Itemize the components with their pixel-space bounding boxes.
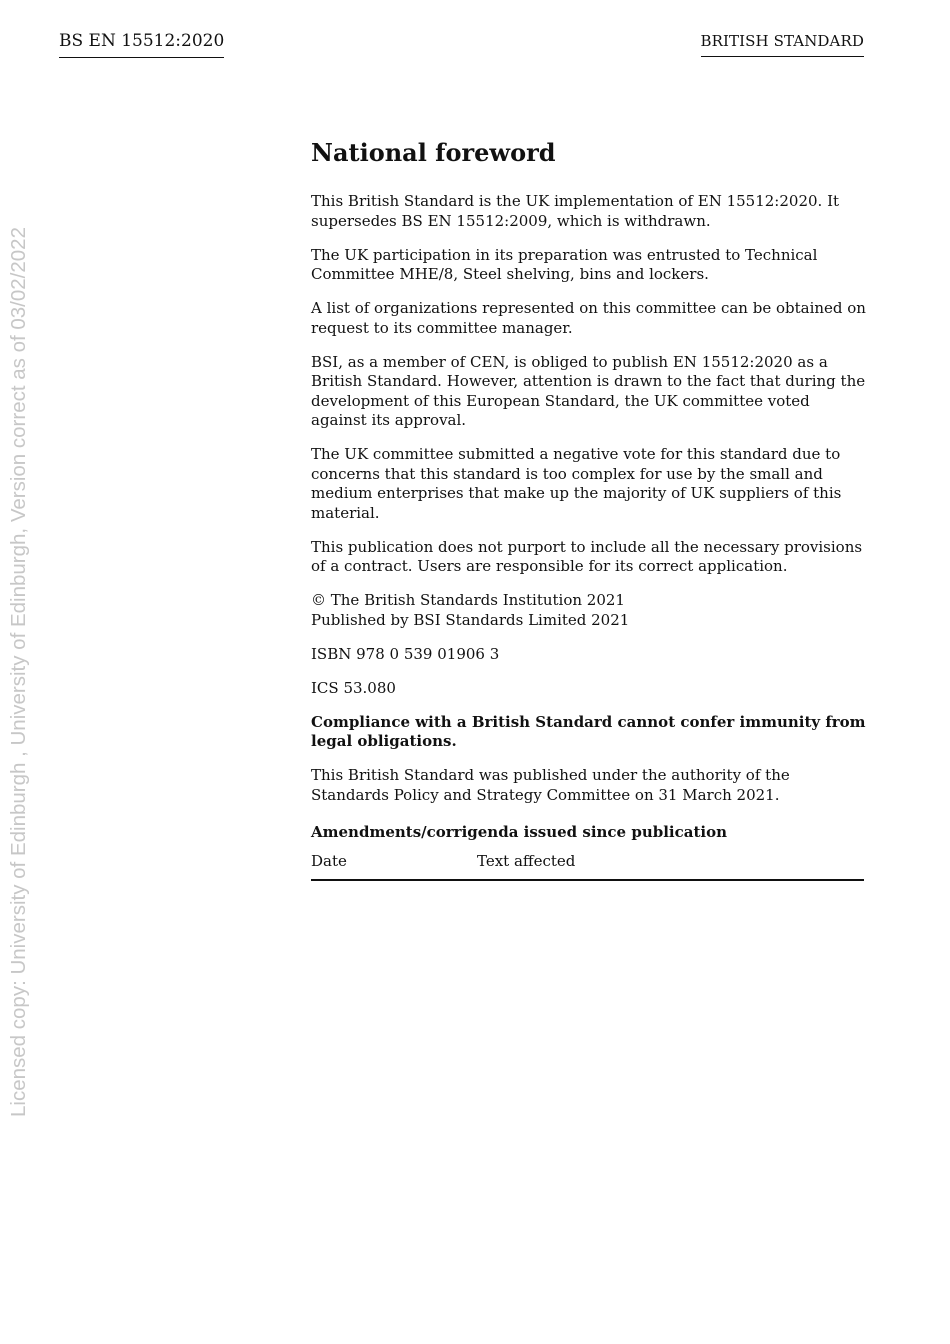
paragraph-contract-provisions: This publication does not purport to include all the necessary provisions of a contract. Users are responsible for its correct application. [311, 537, 863, 575]
copyright-line: © The British Standards Institution 2021 [311, 591, 625, 609]
paragraph-cen-obligation: BSI, as a member of CEN, is obliged to publish EN 15512:2020 as a British Standard. However, attention is drawn to the fact that during the development of this European Standard, the UK committee voted against its approval. [311, 352, 866, 429]
paragraph-implementation: This British Standard is the UK implementation of EN 15512:2020. It supersedes BS EN 15512:2009, which is withdrawn. [311, 192, 840, 230]
compliance-notice: Compliance with a British Standard cannot confer immunity from legal obligations. [311, 712, 866, 750]
amendments-table [311, 852, 864, 882]
paragraph-negative-vote: The UK committee submitted a negative vote for this standard due to concerns that this standard is too complex for use by the small and medium enterprises that make up the majority of UK suppliers of this material. [311, 445, 842, 522]
isbn: ISBN 978 0 539 01906 3 [311, 644, 500, 663]
publisher-line: Published by BSI Standards Limited 2021 [311, 610, 630, 629]
amendments-column-text-affected: Text affected [477, 851, 576, 870]
license-watermark: Licensed copy: University of Edinburgh , University of Edinburgh, Version correct as of 03/02/2022 [7, 227, 30, 1117]
ics-code: ICS 53.080 [311, 678, 396, 697]
authority-statement: This British Standard was published under the authority of the Standards Policy and Strategy Committee on 31 March 2021. [311, 766, 790, 804]
amendments-column-date: Date [311, 851, 347, 870]
page-title: National foreword [311, 138, 556, 167]
paragraph-participation: The UK participation in its preparation was entrusted to Technical Committee MHE/8, Steel shelving, bins and lockers. [311, 245, 818, 283]
amendments-heading: Amendments/corrigenda issued since publication [311, 823, 727, 841]
document-type-label: BRITISH STANDARD [701, 32, 865, 57]
foreword-content [311, 138, 867, 881]
copyright-block [311, 591, 867, 630]
paragraph-organizations: A list of organizations represented on this committee can be obtained on request to its committee manager. [311, 299, 866, 337]
document-code: BS EN 15512:2020 [59, 31, 224, 58]
